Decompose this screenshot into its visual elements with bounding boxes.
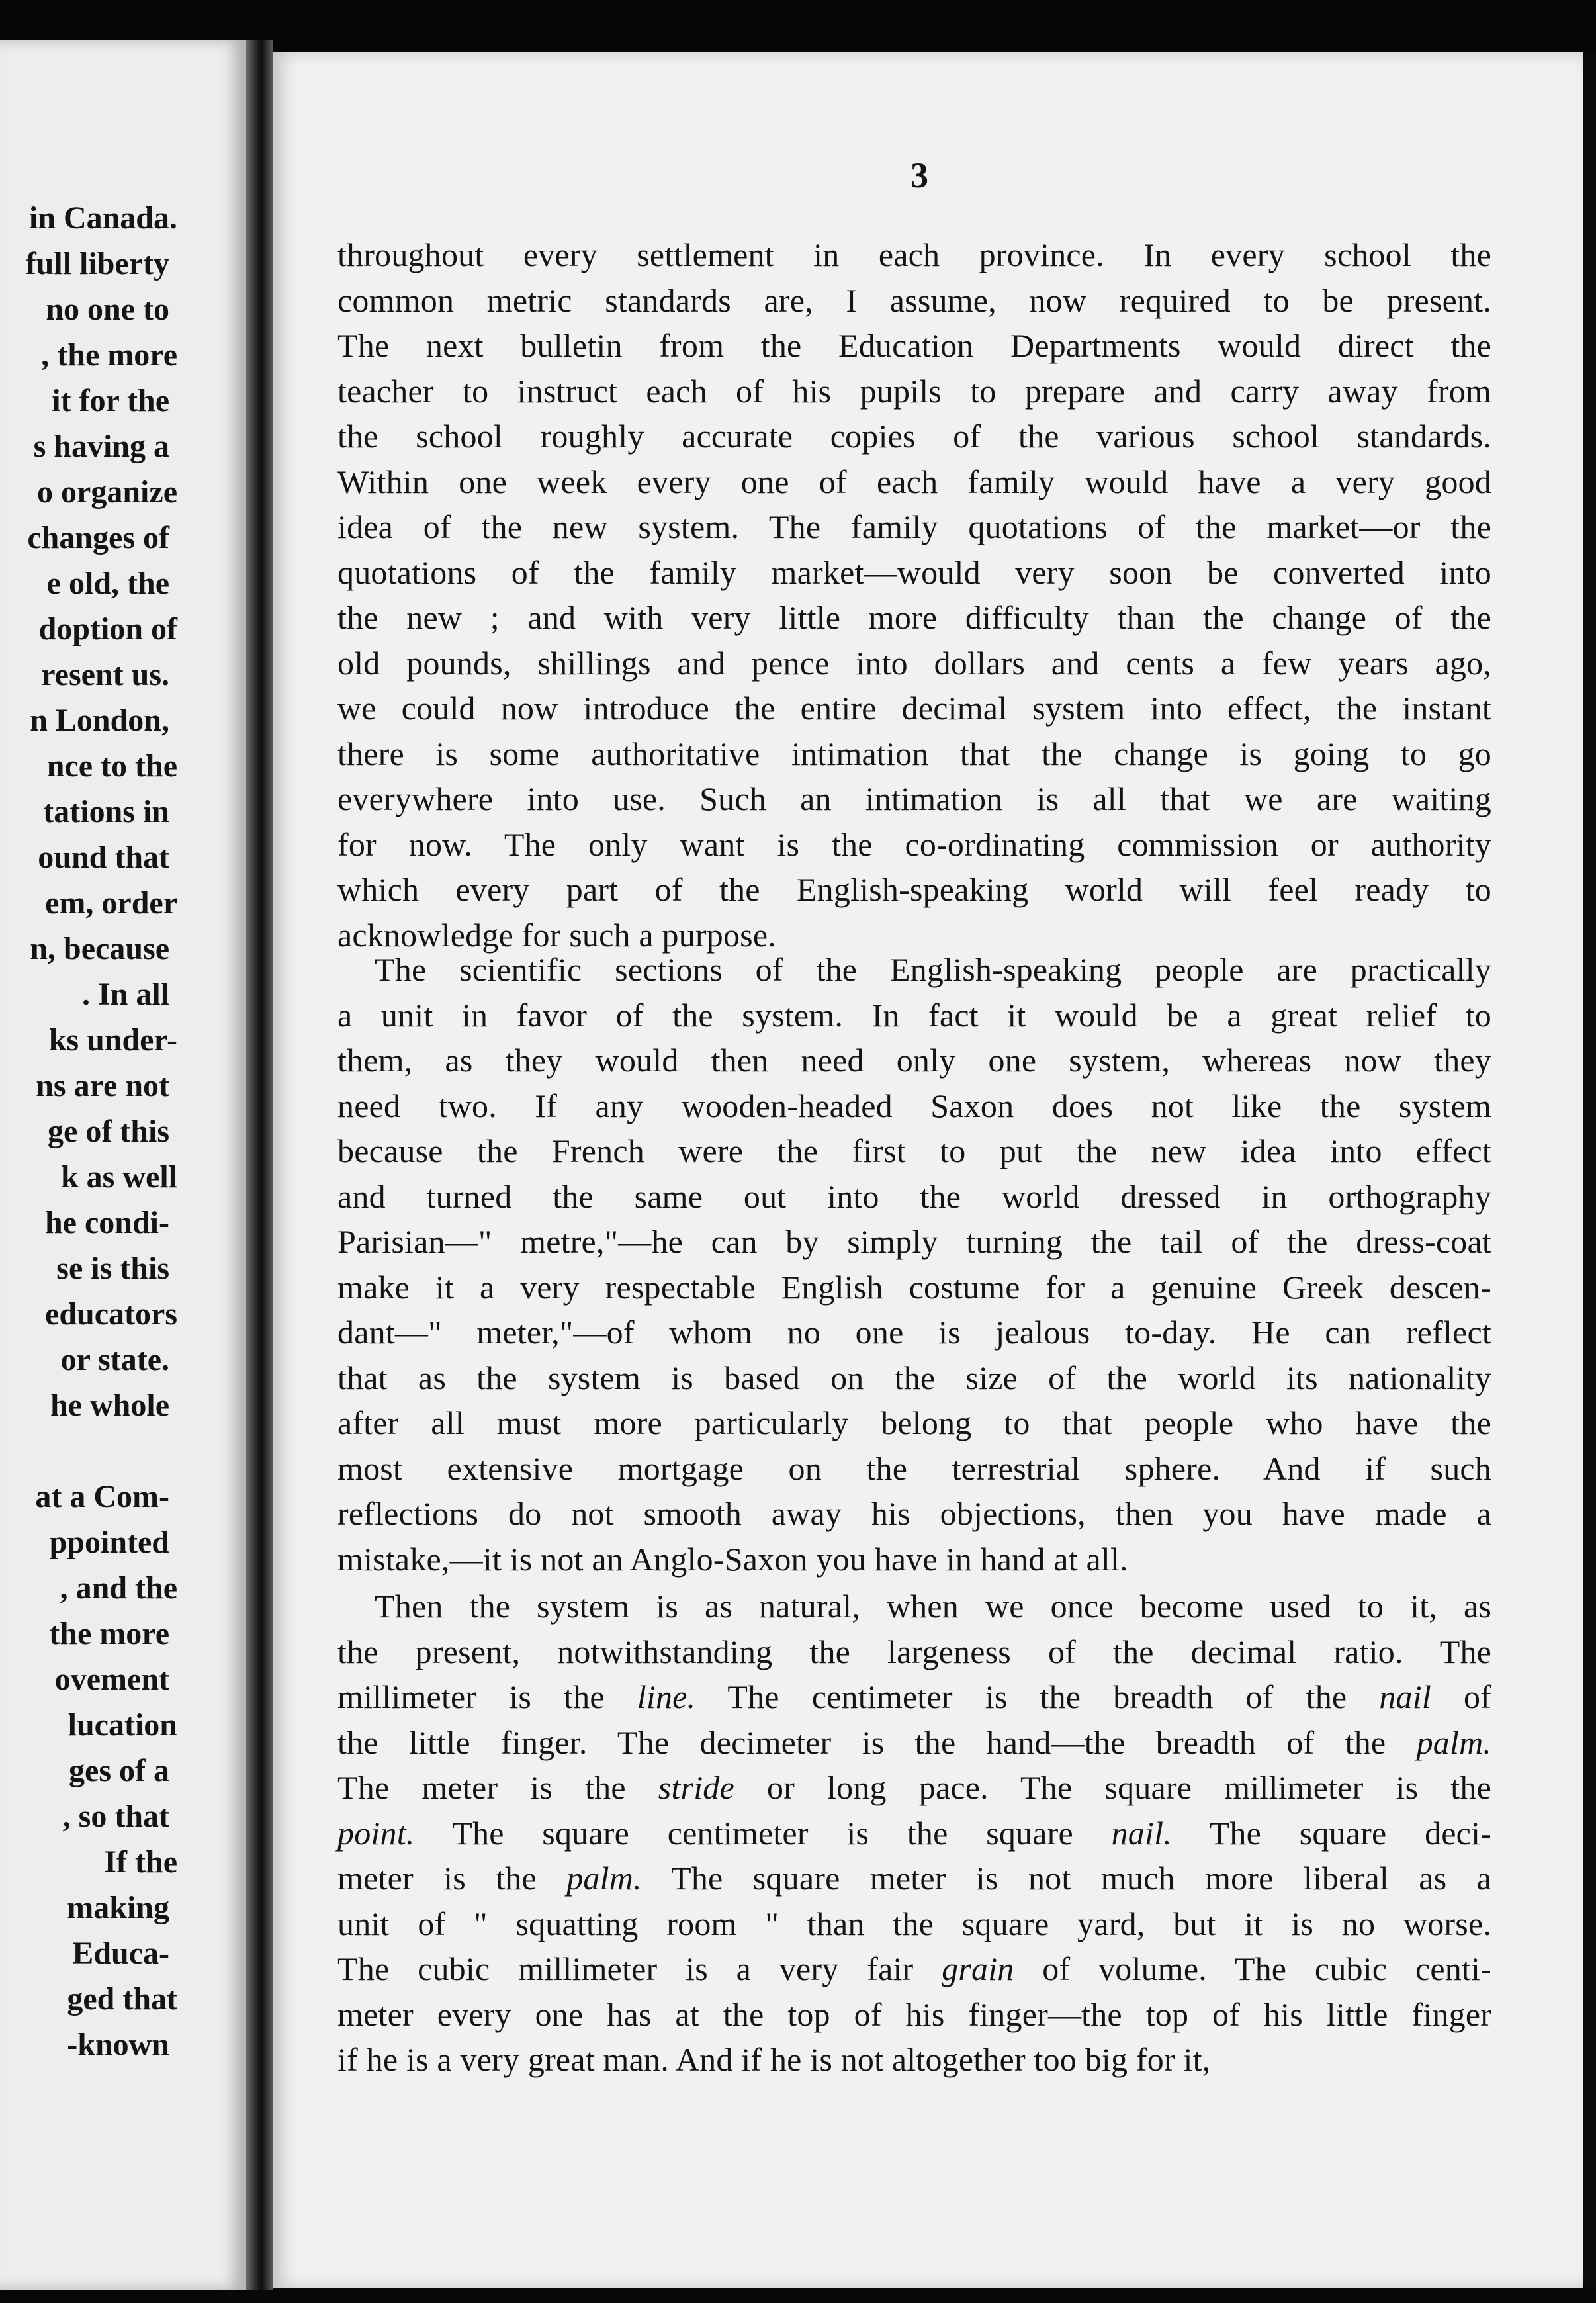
left-page-line: , the more	[41, 338, 177, 373]
text-line: teacher to instruct each of his pupils to prepare and carry away from	[337, 372, 1491, 410]
left-page-line: ovement	[54, 1662, 169, 1697]
text-line: acknowledge for such a purpose.	[337, 916, 776, 954]
left-page-line: in Canada.	[28, 201, 177, 236]
text-line: them, as they would then need only one system, whereas now they	[337, 1042, 1491, 1079]
left-page-line: e old, the	[46, 566, 169, 601]
book-gutter	[246, 40, 273, 2290]
left-page-line: he condi-	[44, 1205, 169, 1240]
left-page-line: doption of	[38, 611, 177, 647]
left-page-line: em, order	[45, 885, 177, 921]
text-line: Parisian—" metre,"—he can by simply turning the tail of the dress-coat	[337, 1223, 1491, 1260]
left-page-line: making	[67, 1890, 169, 1925]
left-page-line: he whole	[50, 1388, 169, 1423]
text-line: and turned the same out into the world dressed in orthography	[337, 1177, 1491, 1215]
left-page-line: , and the	[60, 1570, 177, 1605]
text-line: make it a very respectable English costume for a genuine Greek descen-	[337, 1268, 1491, 1306]
left-page-line: ged that	[67, 1981, 177, 2016]
left-page-line: educators	[45, 1296, 177, 1332]
left-page-line: k as well	[60, 1159, 177, 1195]
left-page-line: resent us.	[41, 657, 169, 692]
page-number: 3	[910, 156, 928, 195]
text-line: because the French were the first to put the new idea into effect	[337, 1132, 1491, 1169]
text-line: unit of " squatting room " than the square yard, but it is no worse.	[337, 1905, 1492, 1942]
text-line: Within one week every one of each family would have a very good	[337, 463, 1491, 500]
left-page-line: s having a	[33, 429, 169, 464]
left-page-line: at a Com-	[35, 1479, 169, 1514]
text-line: the present, notwithstanding the largeness of the decimal ratio. The	[337, 1633, 1492, 1670]
text-line: the new ; and with very little more difficulty than the change of the	[337, 599, 1491, 636]
text-line: point. The square centimeter is the square nail. The square deci-	[337, 1814, 1492, 1852]
text-line: idea of the new system. The family quotations of the market—or the	[337, 508, 1491, 545]
scan-bottom-border	[0, 2290, 1596, 2303]
text-line: if he is a very great man. And if he is not altogether too big for it,	[337, 2041, 1211, 2078]
text-line: The next bulletin from the Education Departments would direct the	[337, 327, 1491, 364]
left-page-line: no one to	[46, 292, 169, 327]
left-page-line: the more	[49, 1616, 169, 1651]
left-page-line: lucation	[67, 1707, 177, 1742]
left-page-line: changes of	[27, 520, 169, 555]
left-page-line: or state.	[60, 1342, 169, 1377]
left-page-line: tations in	[43, 794, 169, 829]
text-line: old pounds, shillings and pence into dollars and cents a few years ago,	[337, 644, 1491, 682]
left-page-line: it for the	[52, 383, 169, 418]
left-page-line: Educa-	[72, 1936, 169, 1971]
text-line: dant—" meter,"—of whom no one is jealous to-day. He can reflect	[337, 1314, 1491, 1351]
text-line: which every part of the English-speaking world will feel ready to	[337, 871, 1491, 908]
left-page-line: . In all	[81, 977, 169, 1012]
text-line: millimeter is the line. The centimeter is the breadth of the nail of	[337, 1678, 1491, 1715]
left-page-line: , so that	[62, 1799, 169, 1834]
text-line: throughout every settlement in each province. In every school the	[337, 236, 1491, 273]
text-line: The meter is the stride or long pace. The square millimeter is the	[337, 1769, 1491, 1806]
text-line: everywhere into use. Such an intimation is all that we are waiting	[337, 780, 1491, 817]
left-page-line: nce to the	[46, 748, 177, 784]
left-page-line: ge of this	[48, 1114, 169, 1149]
left-page-line: ns are not	[36, 1068, 169, 1103]
left-facing-page	[0, 40, 246, 2290]
text-line: there is some authoritative intimation that the change is going to go	[337, 735, 1491, 772]
text-line: most extensive mortgage on the terrestrial sphere. And if such	[337, 1449, 1491, 1487]
text-line: common metric standards are, I assume, now required to be present.	[337, 281, 1491, 319]
text-line: The scientific sections of the English-speaking people are practically	[375, 951, 1491, 988]
text-line: Then the system is as natural, when we once become used to it, as	[375, 1588, 1492, 1625]
left-page-line: If the	[104, 1844, 177, 1879]
text-line: meter is the palm. The square meter is not much more liberal as a	[337, 1860, 1492, 1897]
left-page-line: o organize	[37, 474, 177, 510]
text-line: for now. The only want is the co-ordinating commission or authority	[337, 825, 1491, 863]
text-line: the school roughly accurate copies of the various school standards.	[337, 418, 1491, 455]
text-line: we could now introduce the entire decimal system into effect, the instant	[337, 690, 1491, 727]
text-line: a unit in favor of the system. In fact it would be a great relief to	[337, 996, 1491, 1034]
left-page-line: n London,	[30, 703, 169, 738]
text-line: need two. If any wooden-headed Saxon does not like the system	[337, 1087, 1491, 1124]
text-line: The cubic millimeter is a very fair grain of volume. The cubic centi-	[337, 1950, 1491, 1987]
text-line: the little finger. The decimeter is the hand—the breadth of the palm.	[337, 1723, 1492, 1761]
left-page-line: n, because	[30, 931, 169, 966]
text-line: reflections do not smooth away his objections, then you have made a	[337, 1495, 1491, 1532]
text-line: that as the system is based on the size of the world its nationality	[337, 1359, 1491, 1396]
text-line: after all must more particularly belong to that people who have the	[337, 1404, 1491, 1441]
text-line: mistake,—it is not an Anglo-Saxon you have in hand at all.	[337, 1540, 1128, 1578]
left-page-line: ppointed	[49, 1525, 169, 1560]
left-page-line: -known	[67, 2027, 169, 2062]
text-line: meter every one has at the top of his finger—the top of his little finger	[337, 1995, 1492, 2033]
left-page-line: ound that	[38, 840, 169, 875]
left-page-line: full liberty	[25, 246, 169, 281]
left-page-line: se is this	[56, 1251, 169, 1286]
text-line: quotations of the family market—would very soon be converted into	[337, 553, 1491, 591]
left-page-line: ges of a	[69, 1753, 169, 1788]
left-page-line: ks under-	[48, 1022, 177, 1058]
